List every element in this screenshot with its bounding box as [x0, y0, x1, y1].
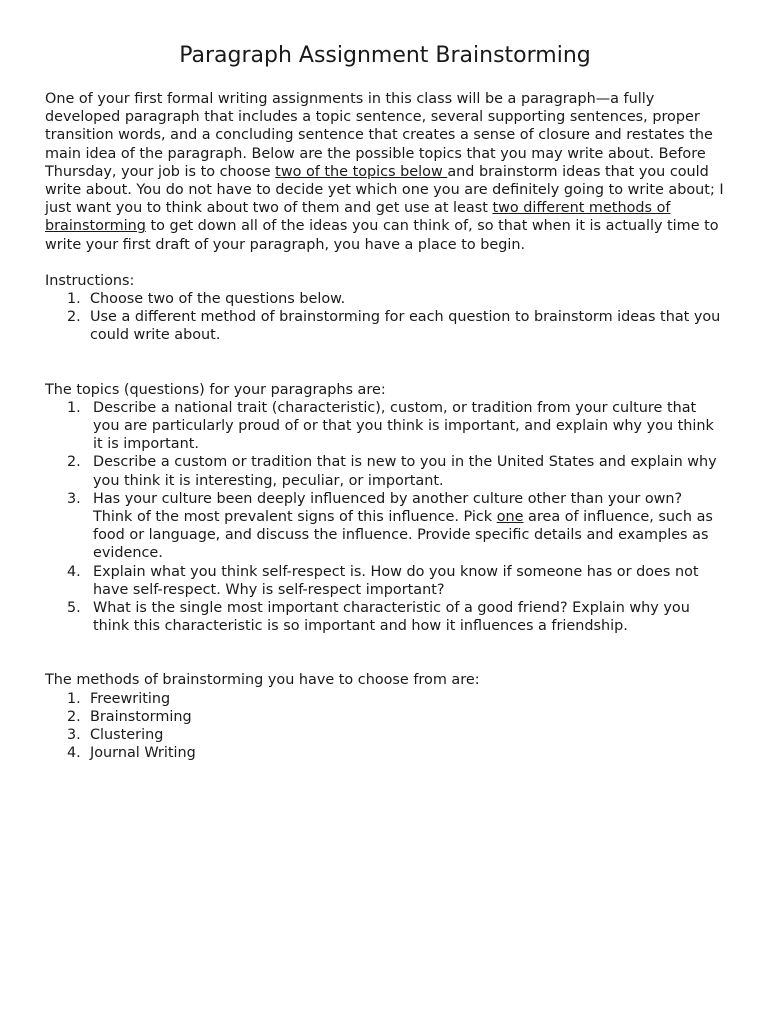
list-item	[45, 563, 725, 599]
list-number: 5.	[67, 600, 81, 617]
list-item-text: Describe a national trait (characteristic), custom, or tradition from your culture that you are particularly proud of or that you think is important, and explain why you think it is important.	[93, 399, 714, 453]
intro-underline-topics: two of the topics below	[275, 163, 448, 180]
list-item-text: Explain what you think self-respect is. How do you know if someone has or does not have self-respect. Why is self-respect important?	[93, 563, 699, 598]
list-item-text: Choose two of the questions below.	[90, 291, 346, 308]
list-item-text: Has your culture been deeply influenced by another culture other than your own? Think of the most prevalent signs of this influence. Pick	[93, 490, 683, 526]
intro-paragraph	[45, 90, 725, 254]
document-title: Paragraph Assignment Brainstorming	[179, 43, 591, 68]
list-number: 1.	[67, 291, 81, 308]
list-item	[45, 399, 725, 454]
intro-text-2: and brainstorm ideas that you could write about. You do not have to decide yet which one you are definitely going to write about; I just want you to think about two of them and get use at least	[45, 163, 724, 217]
underlined-word: one	[496, 509, 524, 526]
document-page	[45, 42, 725, 763]
list-item-text: Freewriting	[90, 690, 171, 707]
list-number: 1.	[67, 690, 81, 707]
list-item-text: Clustering	[90, 727, 164, 744]
topics-heading: The topics (questions) for your paragraphs are:	[45, 381, 386, 398]
spacer	[45, 345, 725, 381]
list-item-text: Describe a custom or tradition that is new to you in the United States and explain why you think it is interesting, peculiar, or important.	[93, 454, 717, 489]
intro-underline-methods: two different methods of brainstorming	[45, 200, 671, 235]
list-item	[45, 490, 725, 563]
list-number: 1.	[67, 399, 81, 416]
list-item-text: Brainstorming	[90, 708, 192, 725]
list-number: 4.	[67, 745, 81, 762]
intro-text-1: One of your first formal writing assignments in this class will be a paragraph—a fully developed paragraph that includes a topic sentence, several supporting sentences, proper transition words, and a concluding sentence that creates a sense of closure and restates the main idea of the paragraph. Below are the possible topics that you may write about. Before Thursday, your job is to choose	[45, 91, 713, 180]
list-item	[45, 726, 725, 744]
list-item	[45, 453, 725, 489]
list-number: 2.	[67, 708, 81, 725]
list-number: 2.	[67, 309, 81, 326]
topics-list	[45, 399, 725, 636]
list-item	[45, 690, 725, 708]
list-item	[45, 744, 725, 762]
list-item-text: Journal Writing	[90, 745, 196, 762]
intro-text-3: to get down all of the ideas you can think of, so that when it is actually time to write your first draft of your paragraph, you have a place to begin.	[45, 218, 719, 253]
instructions-list	[45, 290, 725, 345]
list-number: 3.	[67, 490, 81, 507]
list-item	[45, 599, 725, 635]
list-number: 3.	[67, 727, 81, 744]
list-item-text: What is the single most important characteristic of a good friend? Explain why you think this characteristic is so important and how it influences a friendship.	[93, 600, 690, 635]
list-number: 4.	[67, 563, 81, 580]
methods-heading: The methods of brainstorming you have to choose from are:	[45, 672, 480, 689]
list-item	[45, 708, 725, 726]
list-item	[45, 290, 725, 308]
list-item-text: Use a different method of brainstorming for each question to brainstorm ideas that you could write about.	[90, 309, 721, 344]
list-item	[45, 308, 725, 344]
methods-list	[45, 690, 725, 763]
list-number: 2.	[67, 454, 81, 471]
list-item-text: area of influence, such as food or language, and discuss the influence. Provide specific details and examples as evidence.	[93, 509, 713, 562]
spacer	[45, 635, 725, 671]
instructions-heading: Instructions:	[45, 272, 135, 289]
